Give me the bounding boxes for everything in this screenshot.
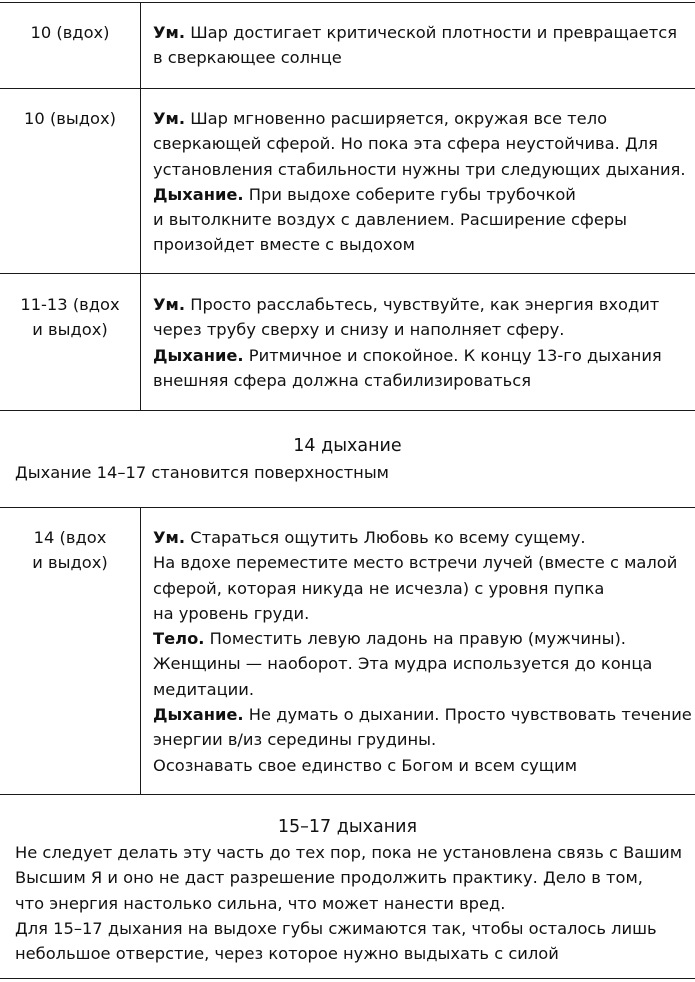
- text-segment: Стараться ощутить Любовь ко всему сущему.: [185, 528, 586, 547]
- text-segment: Поместить левую ладонь на правую (мужчины).: [204, 629, 626, 649]
- text-line: Высшим Я и оно не даст разрешение продолжить практику. Дело в том,: [15, 868, 643, 888]
- text-line: Дыхание 14–17 становится поверхностным: [15, 463, 389, 482]
- row-divider: [0, 273, 695, 274]
- table-column-divider: [140, 2, 141, 410]
- text-segment: медитации.: [153, 679, 255, 699]
- text-line: [153, 702, 693, 727]
- text-line: [153, 753, 693, 778]
- text-segment: Не думать о дыхании. Просто чувствовать течение: [243, 705, 692, 725]
- section-text: [15, 460, 693, 485]
- text-line: [153, 550, 693, 575]
- row-label-line: и выдох): [32, 553, 108, 573]
- text-line: [153, 131, 693, 156]
- text-line: [153, 106, 693, 131]
- text-segment: на уровень груди.: [153, 603, 310, 623]
- text-segment: сверкающей сферой. Но пока эта сфера неустойчива. Для: [153, 134, 658, 154]
- text-line: [153, 576, 693, 601]
- text-segment: энергии в/из середины грудины.: [153, 730, 437, 750]
- table-border-bottom: [0, 410, 695, 411]
- text-line: [153, 182, 693, 207]
- bold-label: Ум.: [153, 295, 186, 314]
- table-border-top: [0, 507, 695, 508]
- text-segment: через трубу сверху и снизу и наполняет сферу.: [153, 320, 565, 340]
- text-line: [153, 727, 693, 752]
- text-line: [153, 45, 693, 70]
- text-line: [153, 368, 693, 393]
- row-label-line: 10 (выдох): [24, 109, 116, 128]
- text-segment: произойдет вместе с выдохом: [153, 235, 415, 255]
- text-segment: установления стабильности нужны три следующих дыхания.: [153, 159, 686, 179]
- text-line: Не следует делать эту часть до тех пор, пока не установлена связь с Вашим: [15, 843, 683, 862]
- text-segment: На вдохе переместите место встречи лучей (вместе с малой: [153, 553, 678, 573]
- row-label: [0, 106, 140, 131]
- text-segment: Женщины — наоборот. Эта мудра используется до конца: [153, 654, 653, 674]
- text-segment: Осознавать свое единство с Богом и всем сущим: [153, 755, 577, 775]
- section-text: [15, 840, 693, 966]
- text-segment: При выдохе соберите губы трубочкой: [243, 184, 576, 204]
- row-content: [153, 525, 693, 778]
- row-label-line: и выдох): [32, 320, 108, 340]
- table-border-top: [0, 2, 695, 3]
- row-label-line: 14 (вдох: [33, 528, 107, 547]
- row-label-line: 10 (вдох): [30, 23, 110, 42]
- bold-label: Дыхание.: [153, 345, 244, 365]
- text-line: [153, 601, 693, 626]
- text-line: [153, 317, 693, 342]
- text-line: Для 15–17 дыхания на выдохе губы сжимаются так, чтобы осталось лишь: [15, 918, 657, 938]
- row-content: [153, 106, 693, 258]
- row-label-line: 11-13 (вдох: [20, 295, 120, 314]
- text-line: [153, 343, 693, 368]
- row-label: [0, 525, 140, 576]
- bold-label: Ум.: [153, 528, 186, 547]
- row-label: [0, 20, 140, 45]
- section-heading: 14 дыхание: [293, 436, 402, 456]
- section-heading: 15–17 дыхания: [277, 817, 418, 837]
- text-line: [153, 232, 693, 257]
- text-line: [153, 292, 693, 317]
- text-segment: и вытолкните воздух с давлением. Расширение сферы: [153, 210, 628, 230]
- text-line: [153, 626, 693, 651]
- row-content: [153, 20, 693, 71]
- text-segment: Шар достигает критической плотности и превращается: [185, 23, 678, 42]
- bold-label: Ум.: [153, 23, 186, 42]
- row-content: [153, 292, 693, 393]
- text-segment: Просто расслабьтесь, чувствуйте, как энергия входит: [185, 295, 660, 314]
- table-column-divider: [140, 507, 141, 794]
- bold-label: Дыхание.: [153, 705, 244, 725]
- text-line: [153, 20, 693, 45]
- bold-label: Дыхание.: [153, 184, 244, 204]
- text-line: [153, 651, 693, 676]
- text-line: [153, 157, 693, 182]
- bold-label: Тело.: [153, 629, 205, 649]
- row-label: [0, 292, 140, 343]
- text-segment: внешняя сфера должна стабилизироваться: [153, 370, 531, 390]
- text-line: небольшое отверстие, через которое нужно выдыхать с силой: [15, 944, 559, 964]
- table-border-bottom: [0, 794, 695, 795]
- text-segment: Ритмичное и спокойное. К концу 13-го дыхания: [243, 345, 662, 365]
- text-line: [153, 525, 693, 550]
- text-line: [153, 677, 693, 702]
- text-segment: сферой, которая никуда не исчезла) с уровня пупка: [153, 578, 605, 598]
- text-line: что энергия настолько сильна, что может нанести вред.: [15, 893, 506, 913]
- text-segment: Шар мгновенно расширяется, окружая все тело: [185, 109, 608, 128]
- text-line: [153, 207, 693, 232]
- bold-label: Ум.: [153, 109, 186, 128]
- page-bottom-rule: [0, 978, 695, 979]
- row-divider: [0, 88, 695, 89]
- text-segment: в сверкающее солнце: [153, 48, 342, 68]
